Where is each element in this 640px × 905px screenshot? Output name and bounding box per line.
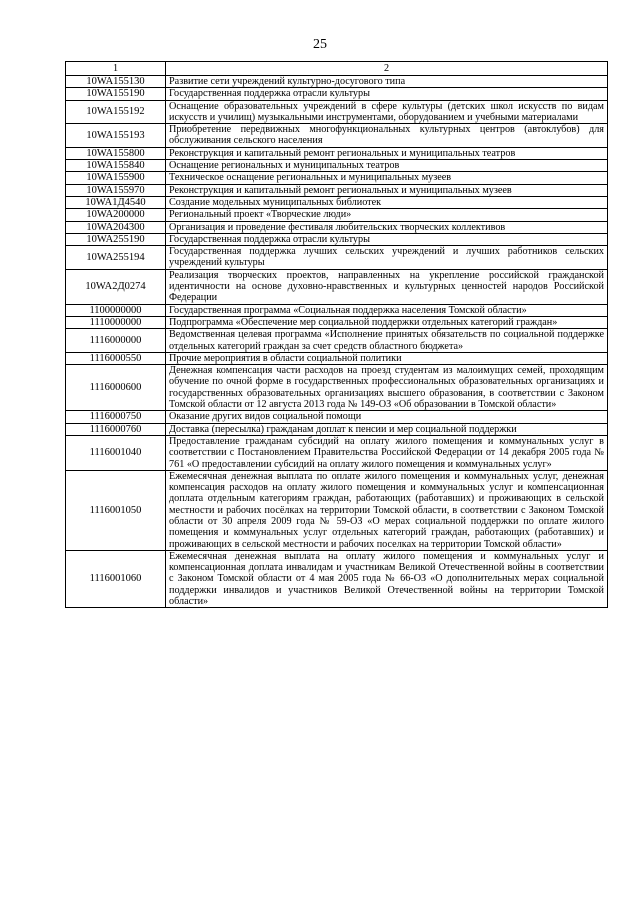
row-code-cell: 10WA255190	[66, 233, 166, 245]
row-name-cell: Оказание других видов социальной помощи	[166, 411, 608, 423]
row-code-cell: 10WA204300	[66, 221, 166, 233]
table-row	[66, 352, 608, 364]
row-name-cell: Реконструкция и капитальный ремонт региональных и муниципальных театров	[166, 147, 608, 159]
row-name-cell: Государственная программа «Социальная поддержка населения Томской области»	[166, 304, 608, 316]
row-name-cell: Денежная компенсация части расходов на проезд студентам из малоимущих семей, проходящим обучение по очной форме в государственных профессиональных образовательных организациях и государственных образовательных организациях высшего образования, в соответствии с Законом Томской области от 12 августа 2013 года № 149-ОЗ «Об образовании в Томской области»	[166, 365, 608, 411]
column-header-2: 2	[166, 62, 608, 76]
row-name-cell: Ведомственная целевая программа «Исполнение принятых обязательств по социальной поддержке отдельных категорий граждан за счет средств областного бюджета»	[166, 329, 608, 353]
table-header-row	[66, 62, 608, 76]
table-body	[66, 76, 608, 608]
row-name-cell: Государственная поддержка отрасли культуры	[166, 88, 608, 100]
table-row	[66, 269, 608, 304]
row-code-cell: 10WA155192	[66, 100, 166, 124]
row-code-cell: 1116000750	[66, 411, 166, 423]
table-row	[66, 304, 608, 316]
table-row	[66, 329, 608, 353]
row-code-cell: 10WA155970	[66, 184, 166, 196]
row-code-cell: 10WA200000	[66, 209, 166, 221]
row-name-cell: Региональный проект «Творческие люди»	[166, 209, 608, 221]
row-name-cell: Создание модельных муниципальных библиотек	[166, 196, 608, 208]
row-name-cell: Организация и проведение фестиваля любительских творческих коллективов	[166, 221, 608, 233]
row-code-cell: 10WA155900	[66, 172, 166, 184]
row-code-cell: 1110000000	[66, 316, 166, 328]
row-code-cell: 10WA155840	[66, 160, 166, 172]
row-name-cell: Прочие мероприятия в области социальной политики	[166, 352, 608, 364]
row-code-cell: 10WA2Д0274	[66, 269, 166, 304]
table-row	[66, 221, 608, 233]
row-name-cell: Реализация творческих проектов, направленных на укрепление российской гражданской идентичности на основе духовно-нравственных и культурных ценностей народов Российской Федерации	[166, 269, 608, 304]
row-code-cell: 1116000760	[66, 423, 166, 435]
table-row	[66, 76, 608, 88]
table-row	[66, 184, 608, 196]
table-row	[66, 124, 608, 148]
row-code-cell: 1116000000	[66, 329, 166, 353]
budget-codes-table	[65, 61, 608, 608]
column-header-1: 1	[66, 62, 166, 76]
row-code-cell: 10WA155190	[66, 88, 166, 100]
row-code-cell: 10WA155800	[66, 147, 166, 159]
row-name-cell: Государственная поддержка лучших сельских учреждений и лучших работников сельских учреждений культуры	[166, 246, 608, 270]
row-code-cell: 10WA255194	[66, 246, 166, 270]
row-name-cell: Реконструкция и капитальный ремонт региональных и муниципальных музеев	[166, 184, 608, 196]
page-number: 25	[313, 37, 327, 52]
row-name-cell: Оснащение региональных и муниципальных театров	[166, 160, 608, 172]
table-row	[66, 246, 608, 270]
table-row	[66, 160, 608, 172]
row-name-cell: Техническое оснащение региональных и муниципальных музеев	[166, 172, 608, 184]
row-name-cell: Приобретение передвижных многофункциональных культурных центров (автоклубов) для обслуживания сельского населения	[166, 124, 608, 148]
table-row	[66, 172, 608, 184]
row-code-cell: 1116001060	[66, 550, 166, 607]
table-row	[66, 196, 608, 208]
table-row	[66, 209, 608, 221]
row-code-cell: 10WA155193	[66, 124, 166, 148]
table-row	[66, 470, 608, 550]
table-row	[66, 316, 608, 328]
row-code-cell: 10WA1Д4540	[66, 196, 166, 208]
row-name-cell: Предоставление гражданам субсидий на оплату жилого помещения и коммунальных услуг в соответствии с Постановлением Правительства Российской Федерации от 14 декабря 2005 года № 761 «О предоставлении субсидий на оплату жилого помещения и коммунальных услуг»	[166, 435, 608, 470]
row-name-cell: Государственная поддержка отрасли культуры	[166, 233, 608, 245]
row-code-cell: 1100000000	[66, 304, 166, 316]
table-row	[66, 365, 608, 411]
table-row	[66, 100, 608, 124]
row-name-cell: Подпрограмма «Обеспечение мер социальной поддержки отдельных категорий граждан»	[166, 316, 608, 328]
table-row	[66, 88, 608, 100]
row-code-cell: 1116001050	[66, 470, 166, 550]
row-name-cell: Доставка (пересылка) гражданам доплат к пенсии и мер социальной поддержки	[166, 423, 608, 435]
row-code-cell: 1116000550	[66, 352, 166, 364]
table-row	[66, 147, 608, 159]
row-name-cell: Оснащение образовательных учреждений в сфере культуры (детских школ искусств по видам искусств и училищ) музыкальными инструментами, оборудованием и учебными материалами	[166, 100, 608, 124]
table-row	[66, 435, 608, 470]
row-name-cell: Развитие сети учреждений культурно-досугового типа	[166, 76, 608, 88]
table-row	[66, 423, 608, 435]
table-row	[66, 233, 608, 245]
table-row	[66, 411, 608, 423]
row-code-cell: 1116001040	[66, 435, 166, 470]
row-name-cell: Ежемесячная денежная выплата по оплате жилого помещения и коммунальных услуг, денежная компенсация расходов на оплату жилого помещения и коммунальных услуг и компенсационная доплата отдельным категориям граждан, работающих (работавших) и проживающих в сельской местности и рабочих посёлках на территории Томской области, в соответствии с Законом Томской области от 30 апреля 2009 года № 59-ОЗ «О мерах социальной поддержки по оплате жилого помещения и коммунальных услуг отдельных категорий граждан, работающих (работавших) и проживающих в сельской местности и рабочих поселках на территории Томской области»	[166, 470, 608, 550]
row-code-cell: 1116000600	[66, 365, 166, 411]
row-code-cell: 10WA155130	[66, 76, 166, 88]
row-name-cell: Ежемесячная денежная выплата на оплату жилого помещения и коммунальных услуг и компенсационная доплата инвалидам и участникам Великой Отечественной войны в соответствии с Законом Томской области от 4 мая 2005 года № 66-ОЗ «О дополнительных мерах социальной поддержки инвалидов и участников Великой Отечественной войны на территории Томской области»	[166, 550, 608, 607]
table-row	[66, 550, 608, 607]
